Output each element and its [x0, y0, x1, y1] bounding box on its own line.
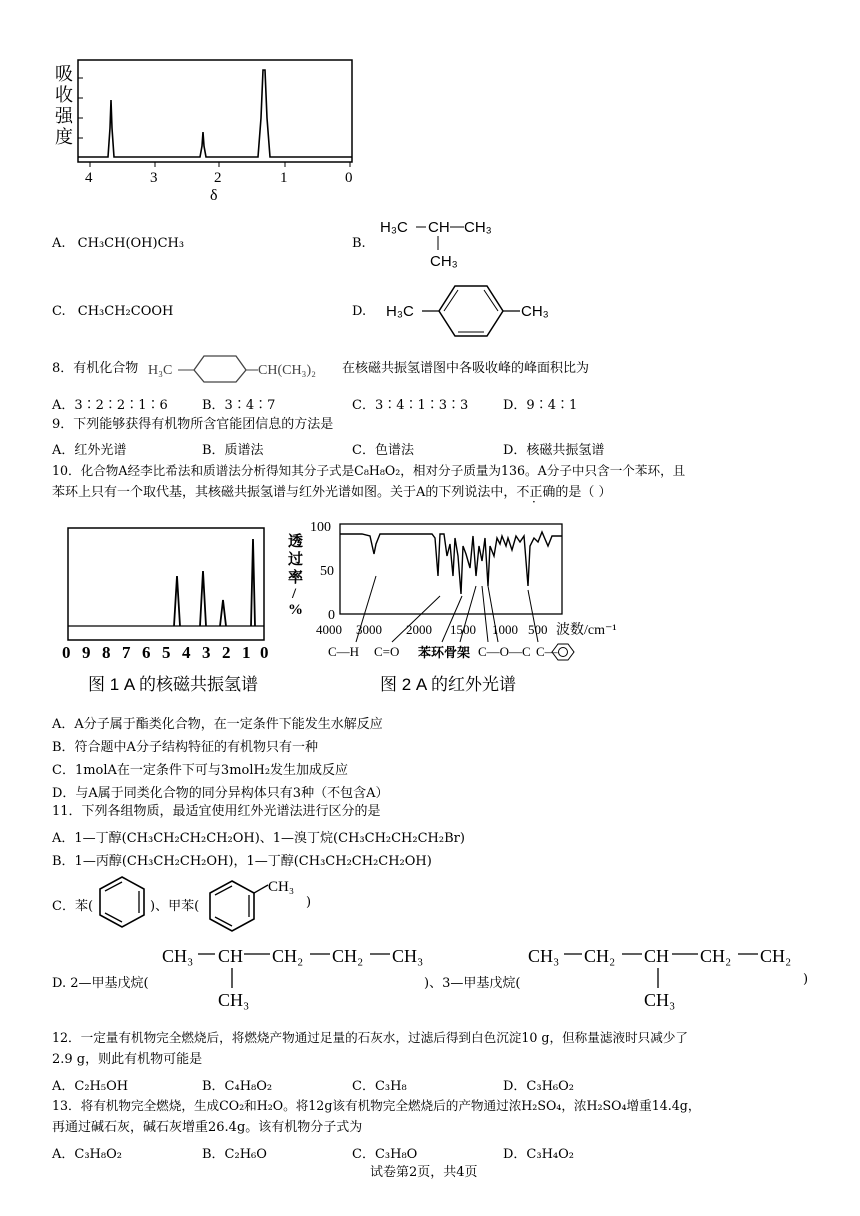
q9-stem: 9．下列能够获得有机物所含官能团信息的方法是 [52, 417, 334, 432]
q11-d2-structure [526, 938, 802, 1014]
fig1-tick: 3 [202, 643, 211, 662]
fig2-peak-label: C—H [328, 644, 360, 659]
q8-struct-right: CH(CH₃)₂ [258, 363, 316, 378]
q7-option-a-label: A. [52, 236, 66, 251]
q9-option-c: C．色谱法 [352, 443, 414, 458]
ring-circle-icon [559, 648, 568, 657]
q8-option-b: B．3∶4∶7 [202, 398, 276, 413]
q7-option-c [52, 304, 173, 319]
fig2-ytick: 0 [328, 608, 335, 623]
q7-option-d-label: D. [352, 304, 367, 319]
q11-option-d-mid: )、3—甲基戊烷( [424, 976, 521, 991]
q12-option-d: D．C₃H₆O₂ [503, 1079, 574, 1094]
d2-chain-0: CH₃ [528, 946, 560, 966]
fig2-peak-label: C—O—C [478, 644, 531, 659]
q7-b-structure [378, 212, 508, 272]
nmr-top-ylabel-3: 强 [55, 106, 73, 126]
d1-chain-0: CH₃ [162, 946, 194, 966]
fig2-ytick: 100 [310, 520, 331, 535]
q9-option-a: A．红外光谱 [52, 443, 127, 458]
fig2-xticks [316, 622, 548, 637]
fig2-ytick: 50 [320, 564, 334, 579]
q12-stem-line2: 2.9 g，则此有机物可能是 [52, 1052, 203, 1067]
fig2-xunit: 波数/cm⁻¹ [556, 623, 617, 638]
q8-stem-suffix: 在核磁共振氢谱图中各吸收峰的峰面积比为 [342, 361, 590, 376]
q10-stem-line2 [52, 485, 612, 501]
nmr-top-xlabel: δ [210, 187, 218, 204]
q7-b-center: CH [428, 219, 450, 236]
d1-chain-3: CH₂ [332, 946, 364, 966]
toluene-structure [204, 874, 314, 934]
fig2-xtick: 1500 [450, 622, 476, 637]
q9-option-b: B．质谱法 [202, 443, 264, 458]
q11-option-c-prefix: C．苯( [52, 899, 94, 914]
q10-figure1-nmr [60, 518, 280, 702]
q13-option-b: B．C₂H₆O [202, 1147, 267, 1162]
nmr-top-tick-3: 3 [150, 170, 158, 186]
q11-option-d-prefix: D. 2—甲基戊烷( [52, 976, 149, 991]
nmr-top-tick-2: 2 [214, 170, 222, 186]
q7-option-a-text: CH₃CH(OH)CH₃ [77, 236, 185, 251]
nmr-top-ylabel-4: 度 [55, 127, 73, 147]
fig1-tick: 0 [260, 643, 269, 662]
fig2-xtick: 1000 [492, 622, 518, 637]
nmr-top-frame [78, 60, 352, 162]
q11-option-d-end: ) [803, 972, 809, 987]
d1-chain-2: CH₂ [272, 946, 304, 966]
benzene-ring-icon [210, 881, 254, 931]
d1-branch: CH₃ [218, 990, 250, 1010]
q7-d-left: H₃C [386, 303, 414, 320]
benzene-ring-icon [194, 356, 246, 382]
fig2-ylabel-char: / [292, 586, 297, 602]
q8-option-d: D．9∶4∶1 [503, 398, 578, 413]
q10-option-d: D．与A属于同类化合物的同分异构体只有3种（不包含A） [52, 786, 389, 801]
q7-option-b-label: B. [352, 236, 366, 251]
fig1-xticks [62, 643, 269, 662]
d2-chain-1: CH₂ [584, 946, 616, 966]
q11-option-c-end: ) [306, 895, 312, 910]
fig1-tick: 4 [182, 643, 191, 662]
fig1-tick: 7 [122, 643, 131, 662]
q10-stem-line2-b: 的是（ ） [555, 485, 612, 500]
fig1-tick: 6 [142, 643, 151, 662]
q10-figure2-ir [282, 516, 622, 702]
d2-chain-3: CH₂ [700, 946, 732, 966]
fig2-xtick: 2000 [406, 622, 432, 637]
q11-option-c-mid: )、甲苯( [150, 899, 200, 914]
q7-option-a [52, 236, 184, 251]
fig2-ylabel-char: 率 [288, 570, 304, 586]
q13-option-d: D．C₃H₄O₂ [503, 1147, 574, 1162]
fig2-ylabel-char: 透 [288, 534, 304, 550]
q12-option-a: A．C₂H₅OH [52, 1079, 129, 1094]
q11-option-b: B．1—丙醇(CH₃CH₂CH₂OH)，1—丁醇(CH₃CH₂CH₂CH₂OH) [52, 854, 432, 869]
q7-option-c-text: CH₃CH₂COOH [77, 304, 174, 319]
q13-option-c: C．C₃H₈O [352, 1147, 418, 1162]
nmr-top-tick-4: 4 [85, 170, 93, 186]
fig1-caption: 图 1 A 的核磁共振氢谱 [88, 675, 259, 694]
q8-struct-left: H₃C [148, 363, 173, 378]
q7-d-right: CH₃ [521, 303, 549, 320]
fig2-caption: 图 2 A 的红外光谱 [380, 675, 517, 694]
q13-stem-line2: 再通过碱石灰，碱石灰增重26.4g。该有机物分子式为 [52, 1120, 363, 1135]
nmr-top-ylabel-2: 收 [55, 85, 73, 105]
fig1-tick: 1 [242, 643, 251, 662]
fig1-peaks [174, 539, 255, 626]
fig2-xtick: 4000 [316, 622, 342, 637]
fig2-ylabel-char: 过 [288, 552, 304, 568]
fig2-xtick: 500 [528, 622, 548, 637]
q10-stem-emphasis: 不正确 [516, 485, 556, 500]
q8-option-a: A．3∶2∶2∶1∶6 [52, 398, 168, 413]
q7-b-right: CH₃ [464, 219, 492, 236]
q10-option-c: C．1molA在一定条件下可与3molH₂发生加成反应 [52, 763, 349, 778]
q7-b-left: H₃C [380, 219, 408, 236]
nmr-top-ylabel-1: 吸 [55, 64, 73, 84]
q12-stem-line1: 12．一定量有机物完全燃烧后，将燃烧产物通过足量的石灰水，过滤后得到白色沉淀10 g，但称量滤液时只减少了 [52, 1030, 689, 1045]
q13-stem-line1: 13．将有机物完全燃烧，生成CO₂和H₂O。将12g该有机物完全燃烧后的产物通过浓H₂SO₄，浓H₂SO₄增重14.4g， [52, 1098, 701, 1113]
d2-chain-4: CH₂ [760, 946, 792, 966]
fig2-ylabel [287, 532, 303, 618]
q12-option-c: C．C₃H₈ [352, 1079, 407, 1094]
q12-option-b: B．C₄H₈O₂ [202, 1079, 273, 1094]
q11-d1-structure [160, 938, 430, 1014]
nmr-top-tick-1: 1 [280, 170, 288, 186]
fig1-tick: 5 [162, 643, 171, 662]
benzene-ring-icon [439, 286, 503, 336]
q13-option-a: A．C₃H₈O₂ [52, 1147, 122, 1162]
fig2-peak-label: C— [536, 644, 558, 659]
fig2-peak-labels [328, 644, 559, 660]
benzene-ring-icon [100, 877, 144, 927]
fig1-tick: 9 [82, 643, 91, 662]
nmr-spectrum-top [50, 58, 370, 206]
benzene-structure [94, 874, 150, 930]
q11-option-a: A．1—丁醇(CH₃CH₂CH₂CH₂OH)、1—溴丁烷(CH₃CH₂CH₂CH₂Br) [52, 831, 465, 846]
q10-stem-line1: 10．化合物A经李比希法和质谱法分析得知其分子式是C₈H₈O₂，相对分子质量为136。A分子中只含一个苯环，且 [52, 463, 686, 478]
fig2-peak-label: 苯环骨架 [418, 645, 471, 660]
q8-option-c: C．3∶4∶1∶3∶3 [352, 398, 469, 413]
q7-b-bottom: CH₃ [430, 253, 458, 270]
q10-stem-line2-a: 苯环上只有一个取代基，其核磁共振氢谱与红外光谱如图。关于A的下列说法中， [52, 485, 517, 500]
q10-option-a: A．A分子属于酯类化合物，在一定条件下能发生水解反应 [52, 717, 383, 732]
nmr-top-trace [78, 70, 352, 157]
q11-stem: 11．下列各组物质，最适宜使用红外光谱法进行区分的是 [52, 804, 381, 819]
nmr-top-tick-0: 0 [345, 170, 353, 186]
fig1-tick: 2 [222, 643, 231, 662]
q8-stem-prefix: 8．有机化合物 [52, 361, 139, 376]
q7-option-c-label: C. [52, 304, 66, 319]
q7-d-structure [384, 280, 564, 340]
fig2-peak-label: C=O [374, 644, 400, 659]
page-footer: 试卷第2页，共4页 [370, 1165, 478, 1180]
fig1-frame [68, 528, 264, 640]
d2-chain-2: CH [644, 946, 670, 966]
toluene-substituent: CH₃ [268, 879, 295, 895]
d1-chain-1: CH [218, 946, 244, 966]
fig2-xtick: 3000 [356, 622, 382, 637]
q8-structure [146, 350, 346, 384]
q9-option-d: D．核磁共振氢谱 [503, 443, 605, 458]
q10-option-b: B．符合题中A分子结构特征的有机物只有一种 [52, 740, 318, 755]
d2-branch: CH₃ [644, 990, 676, 1010]
fig1-tick: 0 [62, 643, 71, 662]
d1-chain-4: CH₃ [392, 946, 424, 966]
fig1-tick: 8 [102, 643, 111, 662]
fig2-yticks [310, 520, 335, 623]
fig2-ylabel-char: % [288, 602, 303, 618]
